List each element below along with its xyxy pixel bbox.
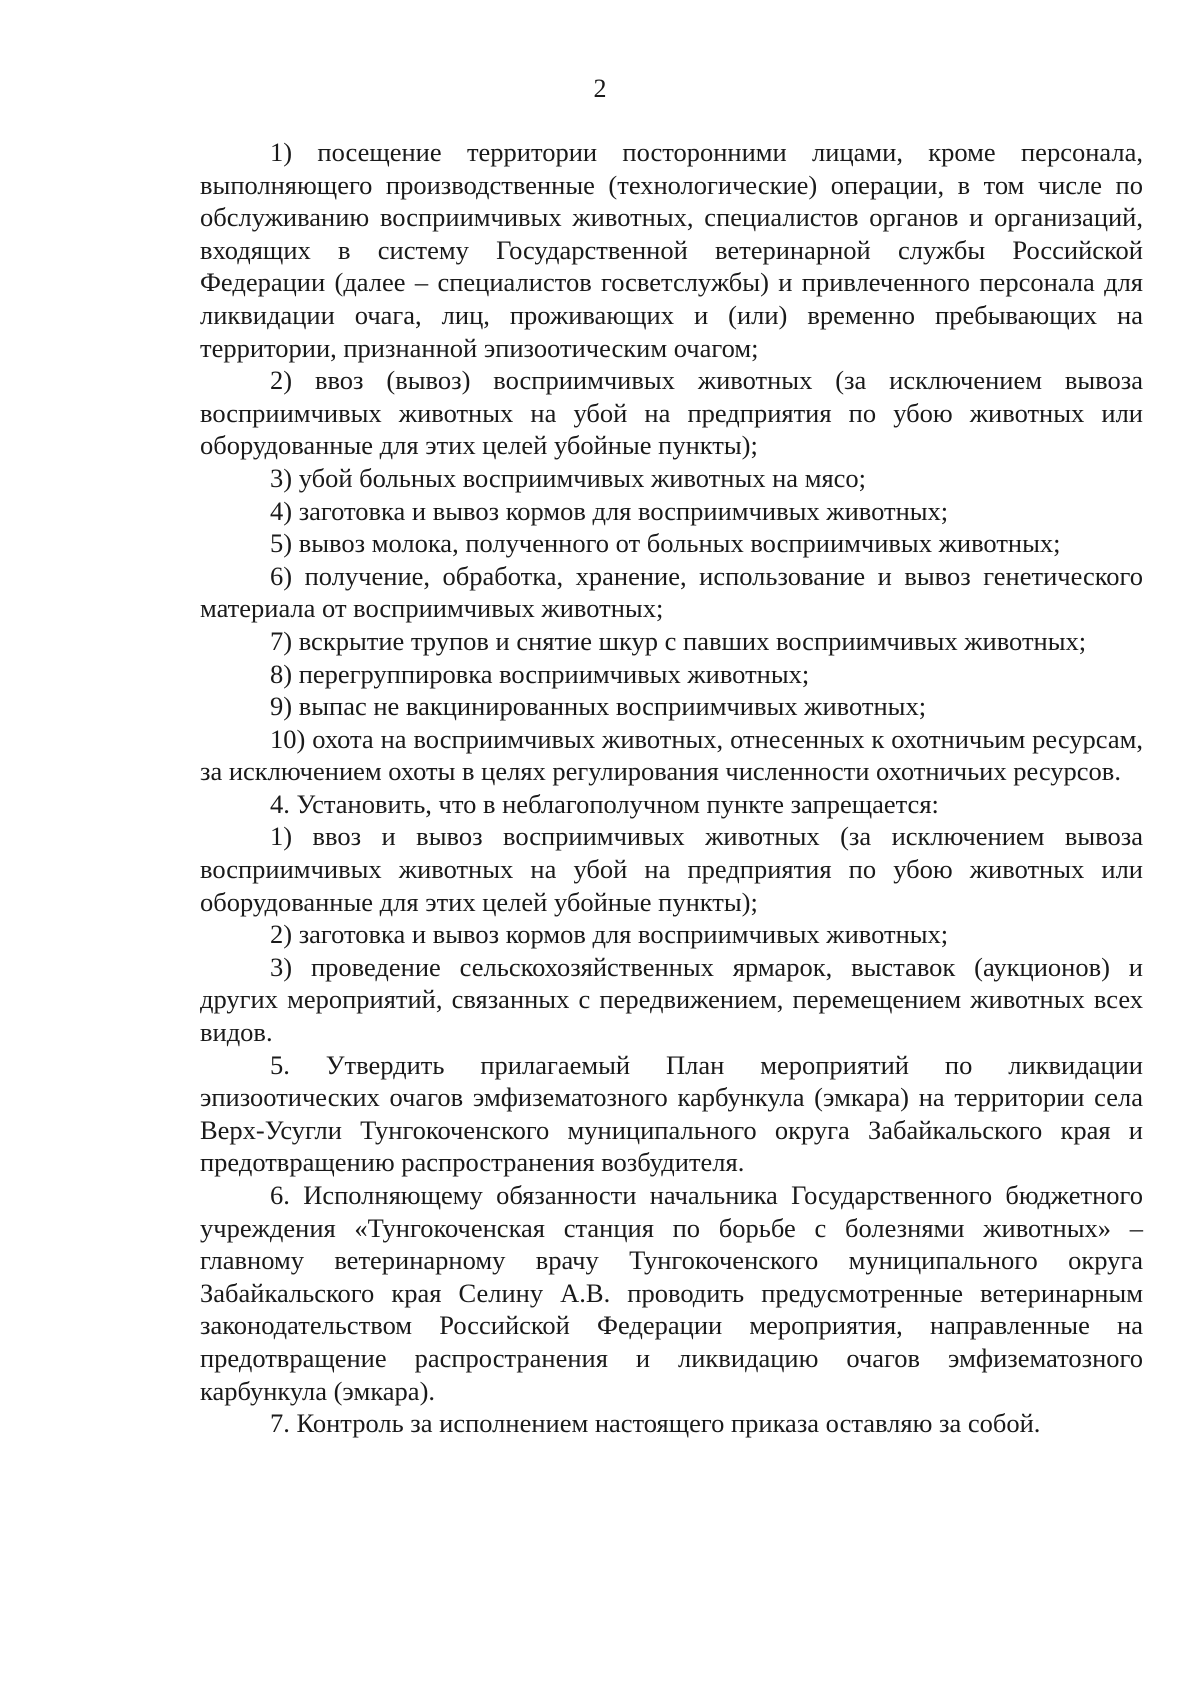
paragraph-item-5-milk: 5) вывоз молока, полученного от больных восприимчивых животных; [270, 528, 1061, 559]
paragraph-item-9-grazing: 9) выпас не вакцинированных восприимчивых животных; [270, 691, 927, 722]
paragraph-item-2-import-export: 2) ввоз (вывоз) восприимчивых животных (за исключением вывоза восприимчивых животных на убой на предприятия по убою животных или оборудованные для этих целей убойные пункты); [200, 365, 1143, 461]
paragraph-section-5: 5. Утвердить прилагаемый План мероприятий по ликвидации эпизоотических очагов эмфизематозного карбункула (эмкара) на территории села Верх-Усугли Тунгокоченского муниципального округа Забайкальского края и предотвращению распространения возбудителя. [200, 1049, 1143, 1178]
page-number: 2 [593, 74, 607, 103]
paragraph-item-7-autopsy: 7) вскрытие трупов и снятие шкур с павших восприимчивых животных; [270, 625, 1087, 656]
paragraph-item-4-feed: 4) заготовка и вывоз кормов для восприимчивых животных; [270, 495, 949, 526]
paragraph-section-4-item-1: 1) ввоз и вывоз восприимчивых животных (за исключением вывоза восприимчивых животных на убой на предприятия по убою животных или оборудованные для этих целей убойные пункты); [200, 821, 1143, 917]
paragraph-section-4-item-2: 2) заготовка и вывоз кормов для восприимчивых животных; [270, 919, 949, 950]
document-body [200, 136, 1143, 1440]
paragraph-section-4-item-3: 3) проведение сельскохозяйственных ярмарок, выставок (аукционов) и других мероприятий, связанных с передвижением, перемещением животных всех видов. [200, 951, 1143, 1048]
paragraph-item-3-slaughter: 3) убой больных восприимчивых животных на мясо; [270, 462, 867, 493]
paragraph-section-7: 7. Контроль за исполнением настоящего приказа оставляю за собой. [270, 1408, 1041, 1439]
paragraph-item-6-genetic-material: 6) получение, обработка, хранение, использование и вывоз генетического материала от восприимчивых животных; [200, 560, 1143, 624]
paragraph-item-10-hunting: 10) охота на восприимчивых животных, отнесенных к охотничьим ресурсам, за исключением охоты в целях регулирования численности охотничьих ресурсов. [200, 723, 1143, 787]
paragraph-item-1-visit-restriction: 1) посещение территории посторонними лицами, кроме персонала, выполняющего производственные (технологические) операции, в том числе по обслуживанию восприимчивых животных, специалистов органов и организаций, входящих в систему Государственной ветеринарной службы Российской Федерации (далее – специалистов госветслужбы) и привлеченного персонала для ликвидации очага, лиц, проживающих и (или) временно пребывающих на территории, признанной эпизоотическим очагом; [200, 137, 1143, 363]
paragraph-item-8-regrouping: 8) перегруппировка восприимчивых животных; [270, 658, 810, 689]
paragraph-section-4: 4. Установить, что в неблагополучном пункте запрещается: [270, 788, 939, 819]
paragraph-section-6: 6. Исполняющему обязанности начальника Государственного бюджетного учреждения «Тунгокоченская станция по борьбе с болезнями животных» – главному ветеринарному врачу Тунгокоченского муниципального округа Забайкальского края Селину А.В. проводить предусмотренные ветеринарным законодательством Российской Федерации мероприятия, направленные на предотвращение распространения и ликвидацию очагов эмфизематозного карбункула (эмкара). [200, 1180, 1143, 1406]
